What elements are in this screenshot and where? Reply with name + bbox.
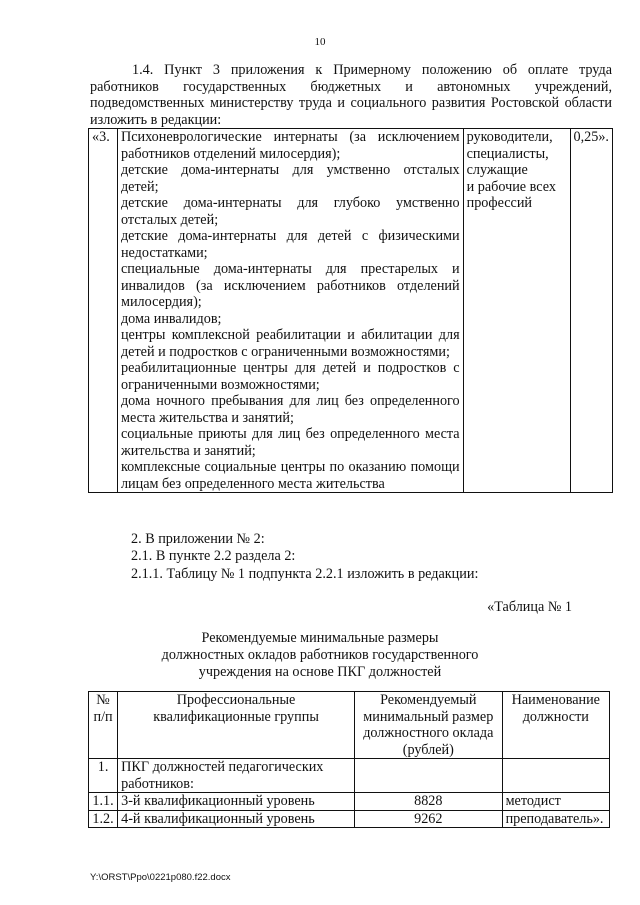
line-point-2-1-1: 2.1.1. Таблицу № 1 подпункта 2.2.1 изложить в редакции: bbox=[131, 566, 479, 582]
list-item: комплексные социальные центры по оказанию помощи лицам без определенного места жительства bbox=[120, 459, 460, 492]
salary-table bbox=[88, 691, 610, 828]
intro-paragraph: 1.4. Пункт 3 приложения к Примерному положению об оплате труда работников государственных бюджетных и автономных учреждений, подведомственных министерству труда и социального развития Ростовской области изложить в редакции: bbox=[90, 62, 612, 128]
cell-salary: 9262 bbox=[355, 810, 503, 828]
list-item: дома инвалидов; bbox=[120, 310, 222, 327]
list-item: социальные приюты для лиц без определенного места жительства и занятий; bbox=[120, 426, 460, 459]
list-item: дома ночного пребывания для лиц без определенного места жительства и занятий; bbox=[120, 393, 460, 426]
table-header-row bbox=[89, 692, 610, 759]
cell-num: 1. bbox=[89, 759, 118, 793]
list-item: Психоневрологические интернаты (за исключением работников отделений милосердия); bbox=[120, 129, 460, 162]
institutions-table bbox=[88, 128, 613, 493]
staff-line: руководители, bbox=[466, 129, 553, 145]
cell-group: ПКГ должностей педагогических работников: bbox=[118, 759, 355, 793]
staff-line: и рабочие всех bbox=[466, 178, 556, 195]
cell-num: 1.1. bbox=[89, 793, 118, 811]
line-point-2-1: 2.1. В пункте 2.2 раздела 2: bbox=[131, 548, 296, 564]
table-row bbox=[89, 129, 613, 493]
header-groups: Профессиональные квалификационные группы bbox=[118, 692, 355, 759]
page-number: 10 bbox=[314, 36, 326, 48]
cell-position: преподаватель». bbox=[502, 810, 609, 828]
header-num: № п/п bbox=[89, 692, 118, 759]
table-row bbox=[89, 759, 610, 793]
cell-num: 1.2. bbox=[89, 810, 118, 828]
table-row bbox=[89, 793, 610, 811]
row-number: «3. bbox=[89, 129, 118, 493]
table-caption-line: должностных окладов работников государственного bbox=[161, 647, 479, 663]
list-item: детские дома-интернаты для детей с физическими недостатками; bbox=[120, 228, 460, 261]
cell-position bbox=[502, 759, 609, 793]
table-row bbox=[89, 810, 610, 828]
cell-group: 3-й квалификационный уровень bbox=[118, 793, 355, 811]
cell-group: 4-й квалификационный уровень bbox=[118, 810, 355, 828]
staff-line: специалисты, bbox=[466, 145, 549, 162]
list-item: детские дома-интернаты для глубоко умственно отсталых детей; bbox=[120, 195, 460, 228]
cell-position: методист bbox=[502, 793, 609, 811]
list-item: детские дома-интернаты для умственно отсталых детей; bbox=[120, 162, 460, 195]
staff-categories bbox=[463, 129, 570, 493]
file-path-footer: Y:\ORST\Ppo\0221p080.f22.docx bbox=[90, 872, 231, 883]
list-item: специальные дома-интернаты для престарелых и инвалидов (за исключением работников отделений милосердия); bbox=[120, 261, 460, 310]
staff-line: служащие bbox=[466, 162, 528, 178]
line-appendix-2: 2. В приложении № 2: bbox=[131, 531, 265, 547]
list-item: реабилитационные центры для детей и подростков с ограниченными возможностями; bbox=[120, 360, 460, 393]
institutions-list bbox=[117, 129, 463, 493]
list-item: центры комплексной реабилитации и абилитации для детей и подростков с ограниченными возможностями; bbox=[120, 327, 460, 360]
table-label: «Таблица № 1 bbox=[487, 599, 572, 615]
cell-salary: 8828 bbox=[355, 793, 503, 811]
header-position: Наименование должности bbox=[502, 692, 609, 759]
staff-line: профессий bbox=[466, 195, 533, 211]
table-caption-line: Рекомендуемые минимальные размеры bbox=[201, 630, 439, 646]
coefficient: 0,25». bbox=[570, 129, 613, 493]
cell-salary bbox=[355, 759, 503, 793]
table-caption-line: учреждения на основе ПКГ должностей bbox=[198, 664, 442, 680]
header-salary: Рекомендуемый минимальный размер должностного оклада (рублей) bbox=[355, 692, 503, 759]
